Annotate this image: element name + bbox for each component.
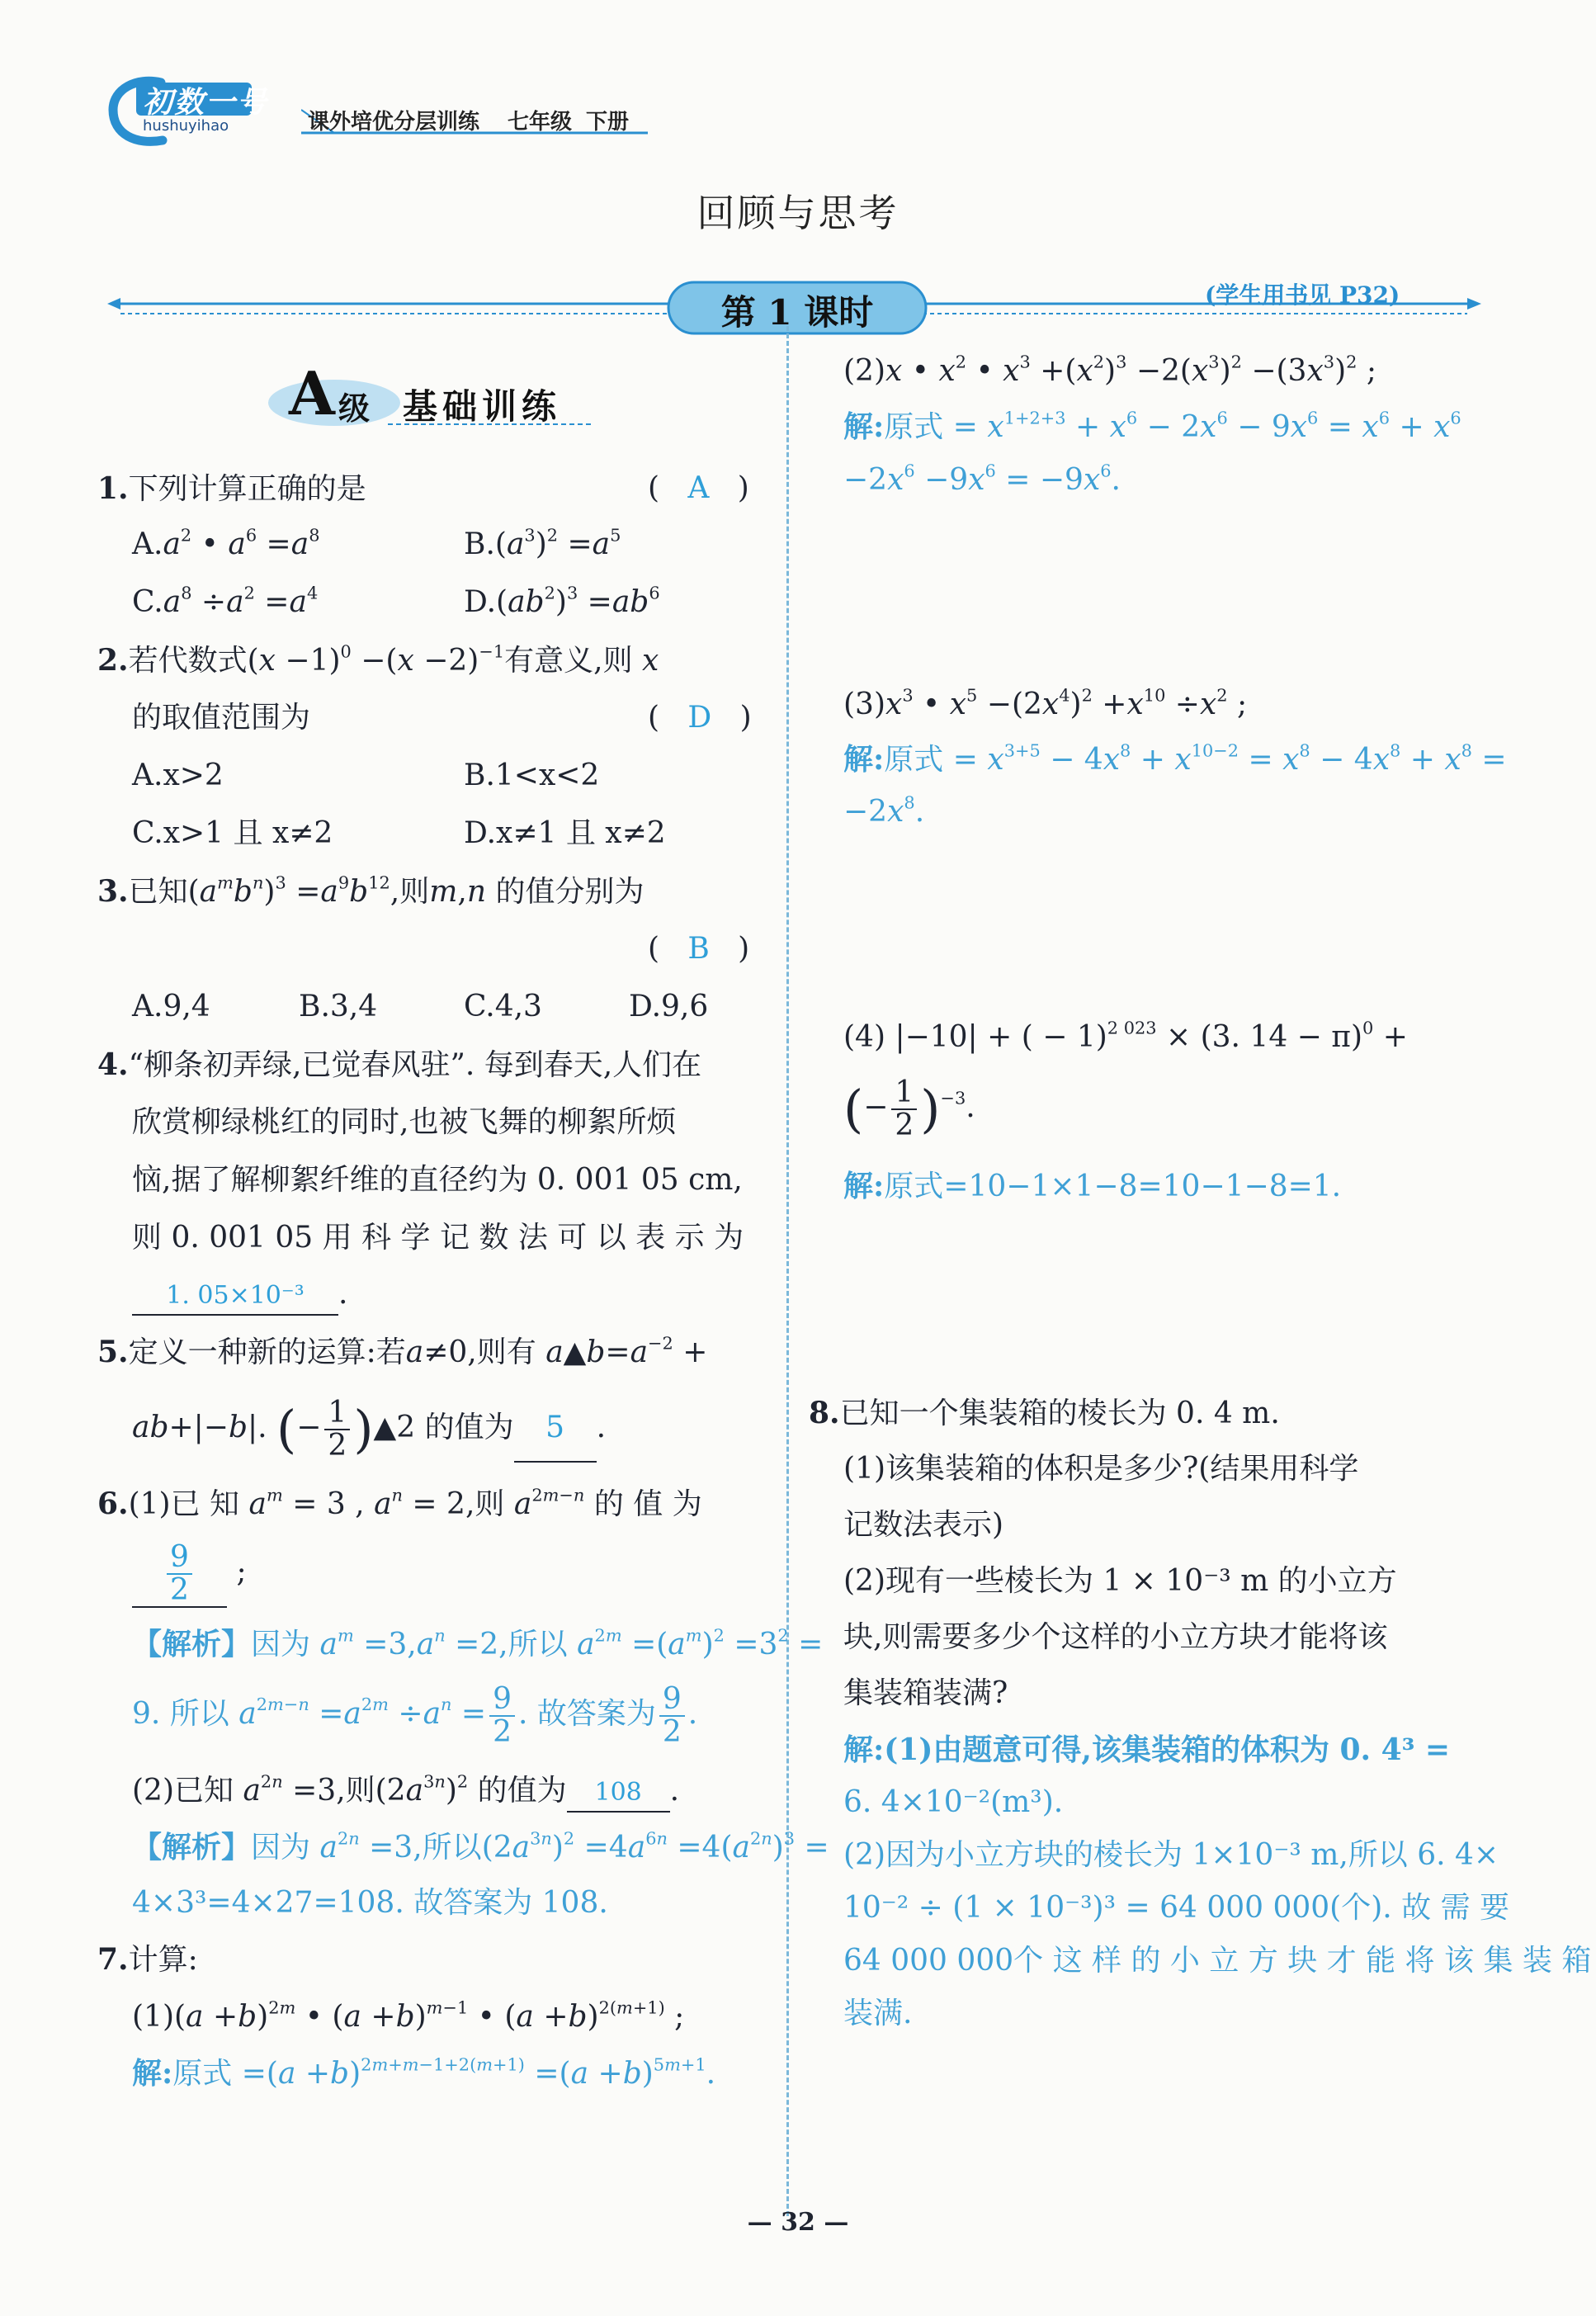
- question-2-line2: 的取值范围为: [132, 701, 311, 735]
- q7-part4: (4) |−10| + ( − 1)$^{2 023}$ × (3. 14 − π)$^0$ +: [843, 1018, 1408, 1054]
- question-2: 2.若代数式$(x -1)^0 -(x -2)^{-1}$有意义,则 x: [97, 641, 659, 678]
- q1-option-d: $D.(ab^2)^3 =ab^6$: [464, 583, 660, 619]
- question-3: 3.已知$(a^mb^n)^3 =a^9b^{12}$,则m,n 的值分别为: [97, 872, 645, 909]
- q5-answer: 5: [545, 1411, 565, 1444]
- column-divider: [786, 326, 789, 2216]
- q1-answer: A: [687, 471, 710, 505]
- q8-part1: (1)该集装箱的体积是多少?(结果用科学: [843, 1452, 1359, 1486]
- q8-2-solution-line2: 10⁻² ÷ (1 × 10⁻³)³ = 64 000 000(个). 故 需 要: [843, 1891, 1510, 1925]
- q1-stem: 下列计算正确的是: [128, 472, 366, 506]
- q2-answer-paren: ( D ): [648, 701, 752, 735]
- lesson-bar: [107, 281, 1481, 338]
- q7-2-solution: 解:原式 = $x^{1+2+3} + x^6 - 2x^6 - 9x^6 = x^6 + x^6$: [843, 408, 1461, 444]
- q7-1-solution: 解:原式 $=(a +b)^{2m+m-1+2(m+1)} =(a +b)^{5m+1}$.: [132, 2054, 716, 2091]
- q8-part2: (2)现有一些棱长为 1 × 10⁻³ m 的小立方: [843, 1564, 1397, 1598]
- q2-option-d: D.x≠1 且 x≠2: [464, 816, 666, 850]
- level-suffix: 级: [338, 390, 371, 427]
- logo-text: 初数一号: [143, 86, 269, 120]
- q3-answer-paren: ( B ): [648, 932, 750, 966]
- q3-option-c: C.4,3: [464, 990, 542, 1023]
- grade-label: 七年级: [508, 110, 573, 135]
- page-number: — 32 —: [747, 2208, 849, 2237]
- q7-part2: (2)x • $x^2$ • $x^3 +(x^2)^3 -2(x^3)^2 -(3x^3)^2$ ;: [843, 352, 1376, 388]
- q1-option-a: $A.a^2$ • $a^6 =a^8$: [132, 525, 320, 561]
- q1-answer-paren: ( A ): [648, 471, 749, 505]
- question-6-part2: (2)已知 $a^{2n} =3$,则$(2a^{3n})^2$ 的值为 108 .: [132, 1773, 679, 1813]
- q7-part1: $(1)(a +b)^{2m}$ • $(a +b)^{m-1}$ • $(a +b)^{2(m+1)}$ ;: [132, 1997, 685, 2034]
- q3-option-b: B.3,4: [299, 990, 378, 1023]
- q4-answer: 1. 05×10⁻³: [166, 1281, 305, 1310]
- q6-1-solution-line2: 9. 所以 $a^{2m-n} =a^{2m} \div a^n$ = $\frac{9}{2}$ . 故答案为 $\frac{9}{2}$ .: [132, 1682, 698, 1749]
- q6-1-answer: $\frac{9}{2}$: [167, 1542, 192, 1606]
- q8-2-solution: (2)因为小立方块的棱长为 1×10⁻³ m,所以 6. 4×: [843, 1838, 1499, 1872]
- q6-1-answer-line: $\frac{9}{2}$ ;: [132, 1539, 247, 1608]
- q8-1-solution-line2: 6. 4×10⁻²(m³).: [843, 1785, 1064, 1819]
- q6-2-answer: 108: [594, 1778, 642, 1807]
- level-letter: A: [289, 358, 335, 428]
- q3-answer: B: [687, 932, 710, 966]
- logo-pinyin: hushuyihao: [143, 117, 229, 135]
- question-4-line3: 恼,据了解柳絮纤维的直径约为 0. 001 05 cm,: [132, 1163, 743, 1197]
- q8-1-solution: 解:(1)由题意可得,该集装箱的体积为 0. 4³ =: [843, 1732, 1451, 1767]
- question-5-line2: ab+|−b|. (− $\frac{1}{2}$ )▲2 的值为 5 .: [132, 1396, 607, 1463]
- q6-2-solution-line2: 4×3³=4×27=108. 故答案为 108.: [132, 1886, 608, 1920]
- q1-option-b: $B.(a^3)^2 =a^5$: [464, 525, 621, 561]
- question-5: 5.定义一种新的运算:若a≠0,则有 $a▲b=a^{-2}$ +: [97, 1333, 708, 1369]
- q2-option-c: C.x>1 且 x≠2: [132, 816, 333, 850]
- question-4-line4: 则 0. 001 05 用 科 学 记 数 法 可 以 表 示 为: [132, 1221, 744, 1255]
- q6-2-solution: 【解析】因为 $a^{2n} =3$,所以$(2a^{3n})^2 =4a^{6n} =4(a^{2n})^3$ =: [132, 1828, 829, 1865]
- q2-option-b: B.1<x<2: [464, 759, 600, 792]
- q3-option-d: D.9,6: [629, 990, 709, 1023]
- q6-1-solution: 【解析】因为 $a^m =3,a^n =2$,所以 $a^{2m} =(a^m)^2 =3^2$ =: [132, 1625, 824, 1661]
- volume-label: 下册: [586, 110, 630, 135]
- section-title: 回顾与思考: [696, 191, 900, 235]
- question-4: 4.“柳条初弄绿,已觉春风驻”. 每到春天,人们在: [97, 1047, 702, 1082]
- q7-4-solution: 解:原式=10−1×1−8=10−1−8=1.: [843, 1169, 1342, 1203]
- q7-3-solution: 解:原式 = $x^{3+5} - 4x^8 + x^{10-2} = x^8 - 4x^8 + x^8$ =: [843, 740, 1507, 777]
- q8-part1-line2: 记数法表示): [843, 1508, 1004, 1542]
- q8-2-solution-line4: 装满.: [843, 1997, 913, 2030]
- lesson-reference: (学生用书见 P32): [1205, 281, 1400, 309]
- series-name: 课外培优分层训练: [308, 110, 480, 135]
- question-1: 1.下列计算正确的是: [97, 471, 366, 506]
- q7-part4-line2: (− $\frac{1}{2}$ )$^{-3}$.: [843, 1075, 975, 1142]
- question-4-line2: 欣赏柳绿桃红的同时,也被飞舞的柳絮所烦: [132, 1105, 677, 1139]
- q8-part2-line2: 块,则需要多少个这样的小立方块才能将该: [843, 1620, 1388, 1654]
- q7-part3: $(3)x^3$ • $x^5 -(2x^4)^2 +x^{10} \div x^2$ ;: [843, 685, 1248, 721]
- level-heading: [264, 358, 594, 429]
- question-6: 6.(1)已 知 $a^m = 3$ , $a^n = 2$,则 $a^{2m-n}$ 的 值 为: [97, 1485, 702, 1521]
- question-7: 7.计算:: [97, 1942, 198, 1977]
- level-title: 基础训练: [403, 386, 562, 427]
- q8-2-solution-line3: 64 000 000个 这 样 的 小 立 方 块 才 能 将 该 集 装 箱: [843, 1944, 1592, 1978]
- q1-option-c: $C.a^8 \div a^2 =a^4$: [132, 583, 319, 619]
- series-title-bar: [301, 103, 648, 136]
- q7-3-solution-line2: $-2x^8$.: [843, 792, 925, 829]
- lesson-label: 第 1 课时: [720, 292, 874, 333]
- q7-2-solution-line2: $-2x^6 -9x^6 = -9x^6$.: [843, 461, 1121, 497]
- question-8: 8.已知一个集装箱的棱长为 0. 4 m.: [809, 1396, 1280, 1430]
- q4-answer-line: 1. 05×10⁻³ .: [132, 1276, 347, 1316]
- q2-option-a: A.x>2: [132, 759, 224, 792]
- q2-answer: D: [687, 701, 712, 735]
- q3-option-a: A.9,4: [132, 990, 210, 1023]
- q8-part2-line3: 集装箱装满?: [843, 1676, 1008, 1710]
